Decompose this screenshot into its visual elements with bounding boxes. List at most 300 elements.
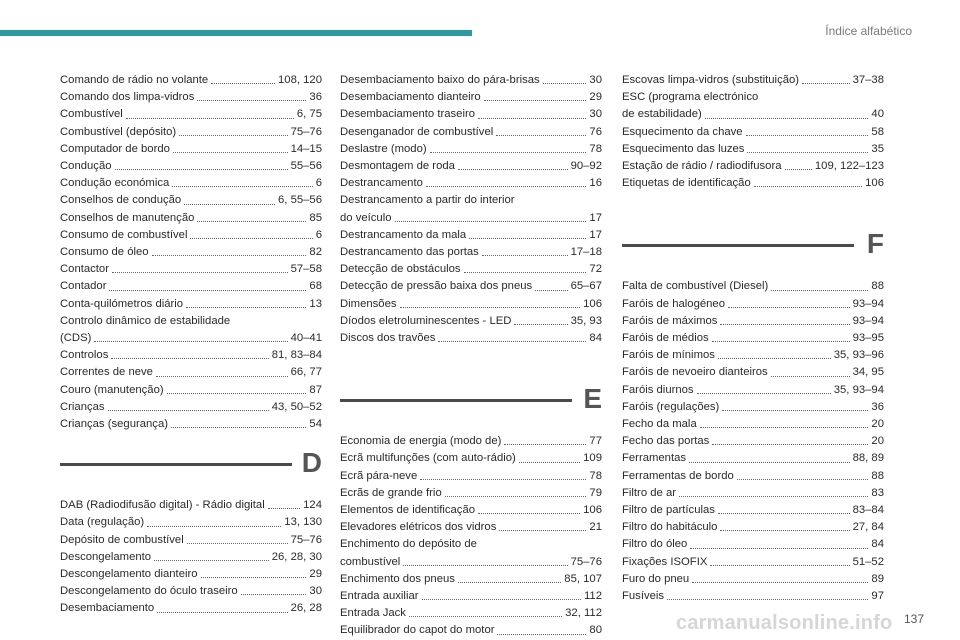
dot-leader — [241, 583, 307, 595]
dot-leader — [154, 549, 269, 561]
index-entry — [60, 158, 322, 175]
section-header — [340, 369, 602, 433]
entry-pages: 65–67 — [570, 280, 602, 293]
entry-label: Furo do pneu — [622, 572, 690, 585]
index-entry — [340, 158, 602, 175]
index-entry — [340, 210, 602, 227]
entry-label: Conselhos de manutenção — [60, 211, 195, 224]
entry-pages: 36 — [309, 91, 322, 104]
entry-label: Combustível (depósito) — [60, 125, 177, 138]
entry-pages: 34, 95 — [852, 366, 884, 379]
entry-pages: 88 — [871, 469, 884, 482]
index-entry — [340, 72, 602, 89]
index-entry — [622, 399, 884, 416]
index-entry — [622, 141, 884, 158]
entry-pages: 55–56 — [290, 160, 322, 173]
entry-label: Enchimento dos pneus — [340, 572, 455, 585]
dot-leader — [667, 588, 868, 600]
dot-leader — [211, 72, 275, 84]
index-entry — [60, 364, 322, 381]
dot-leader — [710, 554, 849, 566]
section-letter: E — [583, 383, 602, 415]
index-entry — [622, 382, 884, 399]
entry-label: Faróis (regulações) — [622, 400, 720, 413]
index-entry — [60, 261, 322, 278]
entry-label: Elevadores elétricos dos vidros — [340, 521, 497, 534]
index-entry — [340, 433, 602, 450]
entry-label: do veículo — [340, 211, 392, 224]
entry-label: Contactor — [60, 263, 109, 276]
index-entry — [340, 106, 602, 123]
dot-leader — [190, 227, 312, 239]
page-header-title: Índice alfabético — [825, 24, 912, 38]
index-entry — [622, 450, 884, 467]
entry-label: Depósito de combustível — [60, 533, 184, 546]
entry-pages: 72 — [589, 263, 602, 276]
dot-leader — [167, 382, 307, 394]
dot-leader — [112, 261, 288, 273]
dot-leader — [197, 210, 306, 222]
index-entry — [622, 175, 884, 192]
dot-leader — [478, 502, 580, 514]
page-number: 137 — [903, 612, 924, 626]
entry-label: Crianças — [60, 400, 105, 413]
index-entry — [340, 89, 602, 106]
entry-pages: 93–94 — [852, 314, 884, 327]
entry-pages: 75–76 — [290, 125, 322, 138]
entry-label: Díodos eletroluminescentes - LED — [340, 314, 512, 327]
entry-pages: 58 — [871, 125, 884, 138]
entry-pages: 17–18 — [570, 246, 602, 259]
dot-leader — [108, 399, 269, 411]
dot-leader — [785, 158, 812, 170]
entry-label: Conta-quilómetros diário — [60, 297, 184, 310]
index-entry — [340, 261, 602, 278]
index-entry — [622, 158, 884, 175]
entry-label: Desmontagem de roda — [340, 160, 455, 173]
index-entry — [622, 554, 884, 571]
entry-label: Detecção de obstáculos — [340, 263, 461, 276]
entry-label: Filtro do óleo — [622, 538, 688, 551]
section-letter: F — [866, 228, 884, 260]
entry-label: Ecrã multifunções (com auto-rádio) — [340, 452, 516, 465]
index-entry-first-line: Enchimento do depósito de — [340, 538, 477, 551]
dot-leader — [179, 124, 287, 136]
dot-leader — [469, 227, 586, 239]
entry-pages: 32, 112 — [565, 607, 602, 620]
index-entry — [340, 605, 602, 622]
section-header — [60, 433, 322, 497]
entry-label: Entrada Jack — [340, 607, 406, 620]
index-entry — [340, 450, 602, 467]
dot-leader — [268, 497, 300, 509]
entry-pages: 6 — [315, 228, 322, 241]
entry-label: Fusíveis — [622, 590, 665, 603]
index-entry — [60, 244, 322, 261]
dot-leader — [802, 72, 850, 84]
entry-label: combustível — [340, 555, 401, 568]
entry-label: Estação de rádio / radiodifusora — [622, 160, 782, 173]
entry-pages: 37–38 — [852, 74, 884, 86]
index-entry — [60, 175, 322, 192]
dot-leader — [697, 382, 831, 394]
dot-leader — [156, 364, 288, 376]
entry-label: Filtro do habitáculo — [622, 521, 718, 534]
index-entry — [340, 175, 602, 192]
entry-pages: 40–41 — [290, 332, 322, 345]
dot-leader — [420, 468, 586, 480]
dot-leader — [186, 296, 306, 308]
dot-leader — [464, 261, 587, 273]
dot-leader — [543, 72, 587, 84]
entry-label: Correntes de neve — [60, 366, 153, 379]
index-entry — [340, 278, 602, 295]
section-header — [622, 214, 884, 278]
index-entry — [622, 485, 884, 502]
index-entry — [622, 106, 884, 123]
index-entry — [340, 588, 602, 605]
dot-leader — [746, 124, 869, 136]
dot-leader — [722, 399, 868, 411]
dot-leader — [720, 313, 849, 325]
entry-pages: 20 — [871, 418, 884, 431]
entry-label: Faróis diurnos — [622, 383, 694, 396]
index-entry — [622, 364, 884, 381]
entry-pages: 81, 83–84 — [271, 349, 322, 362]
entry-label: Faróis de médios — [622, 332, 709, 345]
entry-pages: 108, 120 — [278, 74, 322, 86]
index-entry-first-line: Destrancamento a partir do interior — [340, 194, 515, 207]
entry-pages: 29 — [589, 91, 602, 104]
entry-label: Couro (manutenção) — [60, 383, 164, 396]
entry-pages: 13, 130 — [284, 516, 322, 529]
section-spacer — [340, 347, 602, 369]
index-entry — [622, 468, 884, 485]
dot-leader — [173, 141, 288, 153]
entry-pages: 35, 93–96 — [833, 349, 884, 362]
entry-label: Desembaciamento — [60, 602, 155, 615]
dot-leader — [497, 622, 586, 634]
entry-label: Computador de bordo — [60, 142, 170, 155]
index-entry — [340, 485, 602, 502]
entry-label: Ferramentas de bordo — [622, 469, 734, 482]
dot-leader — [712, 433, 868, 445]
dot-leader — [535, 278, 567, 290]
entry-pages: 57–58 — [290, 263, 322, 276]
dot-leader — [718, 347, 831, 359]
index-entry — [622, 72, 884, 89]
index-entry — [340, 554, 602, 571]
entry-pages: 90–92 — [570, 160, 602, 173]
entry-pages: 78 — [589, 142, 602, 155]
dot-leader — [737, 468, 869, 480]
dot-leader — [197, 89, 306, 101]
index-entry — [60, 566, 322, 583]
entry-label: Controlos — [60, 349, 109, 362]
entry-label: Contador — [60, 280, 107, 293]
entry-label: DAB (Radiodifusão digital) - Rádio digital — [60, 499, 265, 512]
index-entry — [622, 124, 884, 141]
dot-leader — [157, 600, 287, 612]
index-entry — [60, 330, 322, 347]
entry-label: Condução económica — [60, 177, 170, 190]
dot-leader — [754, 175, 862, 187]
index-entry — [340, 468, 602, 485]
entry-pages: 6 — [315, 177, 322, 190]
index-entry — [622, 571, 884, 588]
entry-pages: 76 — [589, 125, 602, 138]
entry-label: Escovas limpa-vidros (substituição) — [622, 74, 800, 86]
index-entry — [340, 571, 602, 588]
dot-leader — [426, 175, 587, 187]
entry-pages: 124 — [303, 499, 322, 512]
dot-leader — [395, 210, 587, 222]
dot-leader — [482, 244, 568, 256]
dot-leader — [519, 450, 580, 462]
index-entry — [622, 433, 884, 450]
entry-label: Desembaciamento dianteiro — [340, 91, 481, 104]
entry-label: Destrancamento das portas — [340, 246, 479, 259]
entry-pages: 88 — [871, 280, 884, 293]
dot-leader — [458, 158, 568, 170]
dot-leader — [484, 89, 587, 101]
index-entry — [340, 622, 602, 639]
entry-pages: 6, 55–56 — [278, 194, 322, 207]
entry-label: Dimensões — [340, 297, 397, 310]
entry-pages: 77 — [589, 435, 602, 448]
entry-label: Fixações ISOFIX — [622, 555, 708, 568]
index-entry — [340, 227, 602, 244]
entry-pages: 54 — [309, 418, 322, 431]
entry-label: Descongelamento dianteiro — [60, 568, 198, 581]
entry-pages: 84 — [871, 538, 884, 551]
index-entry — [60, 89, 322, 106]
entry-label: Filtro de partículas — [622, 504, 715, 517]
dot-leader — [705, 106, 869, 118]
entry-pages: 40 — [871, 108, 884, 121]
dot-leader — [184, 192, 275, 204]
entry-label: Comando dos limpa-vidros — [60, 91, 195, 104]
dot-leader — [771, 278, 868, 290]
index-entry-first-line: ESC (programa electrónico — [622, 91, 759, 104]
entry-pages: 51–52 — [852, 555, 884, 568]
index-entry — [340, 502, 602, 519]
entry-label: Faróis de halogéneo — [622, 297, 726, 310]
entry-label: Destrancamento — [340, 177, 423, 190]
index-entry — [60, 106, 322, 123]
entry-label: Faróis de máximos — [622, 314, 718, 327]
dot-leader — [514, 313, 567, 325]
dot-leader — [147, 514, 281, 526]
index-entry — [60, 514, 322, 531]
dot-leader — [430, 141, 587, 153]
index-entry — [340, 296, 602, 313]
index-entry — [340, 124, 602, 141]
entry-label: Esquecimento da chave — [622, 125, 743, 138]
dot-leader — [458, 571, 561, 583]
entry-pages: 83 — [871, 486, 884, 499]
entry-label: Desembaciamento traseiro — [340, 108, 475, 121]
index-entry — [60, 227, 322, 244]
entry-pages: 13 — [309, 297, 322, 310]
entry-pages: 93–94 — [852, 297, 884, 310]
dot-leader — [438, 330, 586, 342]
entry-pages: 89 — [871, 572, 884, 585]
dot-leader — [478, 106, 586, 118]
entry-pages: 6, 75 — [296, 108, 322, 121]
entry-label: Equilibrador do capot do motor — [340, 624, 495, 637]
entry-pages: 14–15 — [290, 142, 322, 155]
entry-pages: 82 — [309, 246, 322, 259]
entry-label: Falta de combustível (Diesel) — [622, 280, 769, 293]
dot-leader — [152, 244, 307, 256]
index-entry — [60, 583, 322, 600]
entry-label: de estabilidade) — [622, 108, 702, 121]
entry-pages: 17 — [589, 211, 602, 224]
entry-pages: 35 — [871, 142, 884, 155]
entry-pages: 35, 93 — [570, 314, 602, 327]
dot-leader — [111, 347, 268, 359]
entry-pages: 36 — [871, 400, 884, 413]
index-entry — [60, 382, 322, 399]
dot-leader — [187, 532, 288, 544]
entry-pages: 26, 28, 30 — [271, 550, 322, 563]
dot-leader — [689, 450, 850, 462]
index-entry — [60, 278, 322, 295]
entry-pages: 21 — [589, 521, 602, 534]
entry-pages: 78 — [589, 469, 602, 482]
entry-pages: 27, 84 — [852, 521, 884, 534]
entry-label: Discos dos travões — [340, 332, 436, 345]
entry-pages: 35, 93–94 — [833, 383, 884, 396]
entry-label: Ecrãs de grande frio — [340, 486, 442, 499]
entry-label: Descongelamento — [60, 550, 152, 563]
section-rule — [622, 244, 854, 247]
entry-label: Condução — [60, 160, 112, 173]
watermark: carmanualsonline.info — [676, 612, 893, 634]
index-entry — [60, 141, 322, 158]
index-entry — [622, 330, 884, 347]
entry-pages: 85, 107 — [564, 572, 602, 585]
index-entry — [622, 416, 884, 433]
dot-leader — [712, 330, 850, 342]
entry-label: Entrada auxiliar — [340, 590, 419, 603]
entry-pages: 83–84 — [852, 504, 884, 517]
dot-leader — [115, 158, 288, 170]
index-entry — [60, 192, 322, 209]
section-rule — [340, 399, 572, 402]
dot-leader — [409, 605, 562, 617]
entry-label: Consumo de óleo — [60, 246, 149, 259]
index-entry — [60, 72, 322, 89]
entry-label: Elementos de identificação — [340, 504, 476, 517]
index-entry — [60, 347, 322, 364]
dot-leader — [718, 502, 850, 514]
dot-leader — [690, 536, 868, 548]
index-entry — [60, 532, 322, 549]
section-rule — [60, 463, 292, 466]
dot-leader — [720, 519, 849, 531]
entry-label: Ferramentas — [622, 452, 687, 465]
index-entry — [340, 141, 602, 158]
entry-pages: 75–76 — [290, 533, 322, 546]
index-entry — [622, 313, 884, 330]
index-entry — [340, 244, 602, 261]
entry-pages: 17 — [589, 228, 602, 241]
entry-label: Crianças (segurança) — [60, 418, 168, 431]
entry-label: Etiquetas de identificação — [622, 177, 751, 190]
entry-label: Economia de energia (modo de) — [340, 435, 502, 448]
dot-leader — [400, 296, 581, 308]
entry-pages: 112 — [583, 590, 602, 603]
entry-pages: 30 — [309, 585, 322, 598]
dot-leader — [445, 485, 587, 497]
entry-pages: 80 — [589, 624, 602, 637]
entry-label: Faróis de nevoeiro dianteiros — [622, 366, 768, 379]
dot-leader — [499, 519, 586, 531]
entry-label: Detecção de pressão baixa dos pneus — [340, 280, 533, 293]
dot-leader — [496, 124, 586, 136]
index-entry — [340, 313, 602, 330]
index-column-2 — [340, 72, 602, 640]
entry-pages: 79 — [589, 486, 602, 499]
entry-pages: 87 — [309, 383, 322, 396]
entry-label: Comando de rádio no volante — [60, 74, 209, 86]
entry-pages: 16 — [589, 177, 602, 190]
entry-pages: 93–95 — [852, 332, 884, 345]
index-column-1 — [60, 72, 322, 618]
dot-leader — [171, 416, 306, 428]
dot-leader — [728, 296, 850, 308]
index-entry — [622, 588, 884, 605]
entry-label: Consumo de combustível — [60, 228, 188, 241]
entry-label: Combustível — [60, 108, 123, 121]
index-entry-first-line: Controlo dinâmico de estabilidade — [60, 314, 231, 327]
entry-pages: 30 — [589, 108, 602, 121]
entry-label: (CDS) — [60, 332, 92, 345]
entry-pages: 97 — [871, 590, 884, 603]
index-entry — [60, 296, 322, 313]
entry-label: Ecrã pára-neve — [340, 469, 418, 482]
dot-leader — [747, 141, 868, 153]
dot-leader — [771, 364, 850, 376]
index-entry — [340, 519, 602, 536]
entry-pages: 106 — [583, 297, 602, 310]
section-spacer — [622, 192, 884, 214]
index-entry — [60, 210, 322, 227]
dot-leader — [504, 433, 586, 445]
entry-pages: 68 — [309, 280, 322, 293]
entry-pages: 43, 50–52 — [271, 400, 322, 413]
entry-pages: 29 — [309, 568, 322, 581]
entry-pages: 26, 28 — [290, 602, 322, 615]
dot-leader — [172, 175, 312, 187]
index-entry — [60, 416, 322, 433]
entry-label: Desenganador de combustível — [340, 125, 494, 138]
entry-label: Destrancamento da mala — [340, 228, 467, 241]
index-entry — [60, 600, 322, 617]
index-entry — [622, 296, 884, 313]
index-entry — [622, 536, 884, 553]
entry-pages: 84 — [589, 332, 602, 345]
dot-leader — [679, 485, 868, 497]
entry-pages: 75–76 — [570, 555, 602, 568]
entry-label: Desembaciamento baixo do pára-brisas — [340, 74, 540, 86]
index-entry — [622, 347, 884, 364]
index-entry — [622, 519, 884, 536]
index-entry — [340, 330, 602, 347]
entry-pages: 88, 89 — [852, 452, 884, 465]
